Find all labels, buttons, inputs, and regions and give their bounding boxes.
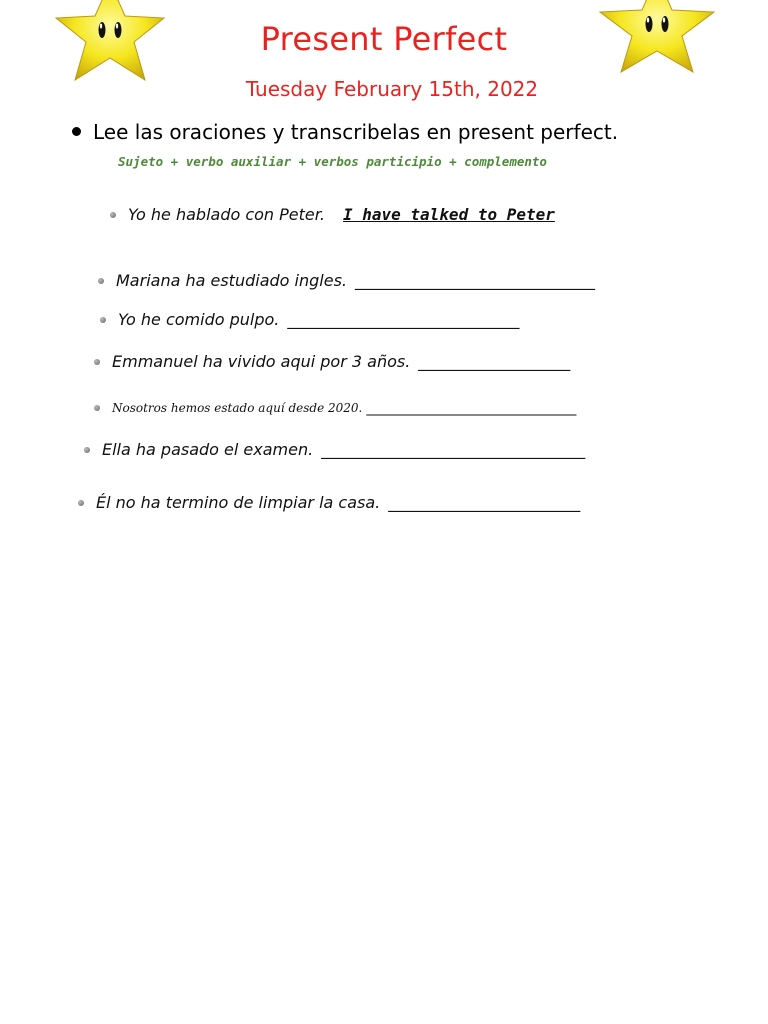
formula: Sujeto + verbo auxiliar + verbos participio + complemento [118, 154, 547, 169]
exercise-sentence: Él no ha termino de limpiar la casa. [96, 493, 381, 512]
bullet-icon [78, 500, 84, 506]
list-item [98, 271, 595, 290]
exercise-sentence: Nosotros hemos estado aquí desde 2020. [112, 401, 363, 415]
instruction [72, 120, 618, 144]
example-sentence: Yo he hablado con Peter. [128, 205, 325, 224]
exercise-sentence: Ella ha pasado el examen. [102, 440, 314, 459]
page-date: Tuesday February 15th, 2022 [245, 77, 539, 101]
page-title: Present Perfect [260, 20, 508, 58]
bullet-icon [110, 212, 116, 218]
example-item [110, 205, 555, 224]
exercise-sentence: Yo he comido pulpo. [118, 310, 280, 329]
list-item [84, 440, 585, 459]
answer-blank[interactable]: ________________________ [388, 493, 581, 512]
answer-blank[interactable]: ______________________________ [354, 271, 595, 290]
bullet-icon [98, 278, 104, 284]
exercise-sentence: Mariana ha estudiado ingles. [116, 271, 347, 290]
bullet-icon [72, 127, 81, 136]
bullet-icon [84, 447, 90, 453]
answer-blank[interactable]: ______________________________ [366, 400, 577, 416]
exercise-sentence: Emmanuel ha vivido aqui por 3 años. [112, 352, 411, 371]
answer-blank[interactable]: ___________________ [418, 352, 571, 371]
instruction-text: Lee las oraciones y transcribelas en present perfect. [93, 120, 619, 144]
example-answer: I have talked to Peter [342, 205, 555, 224]
bullet-icon [100, 317, 106, 323]
list-item [100, 310, 519, 329]
list-item [78, 493, 580, 512]
list-item [94, 352, 570, 371]
bullet-icon [94, 405, 100, 411]
list-item [94, 400, 576, 416]
bullet-icon [94, 359, 100, 365]
answer-blank[interactable]: _________________________________ [321, 440, 586, 459]
answer-blank[interactable]: _____________________________ [287, 310, 520, 329]
